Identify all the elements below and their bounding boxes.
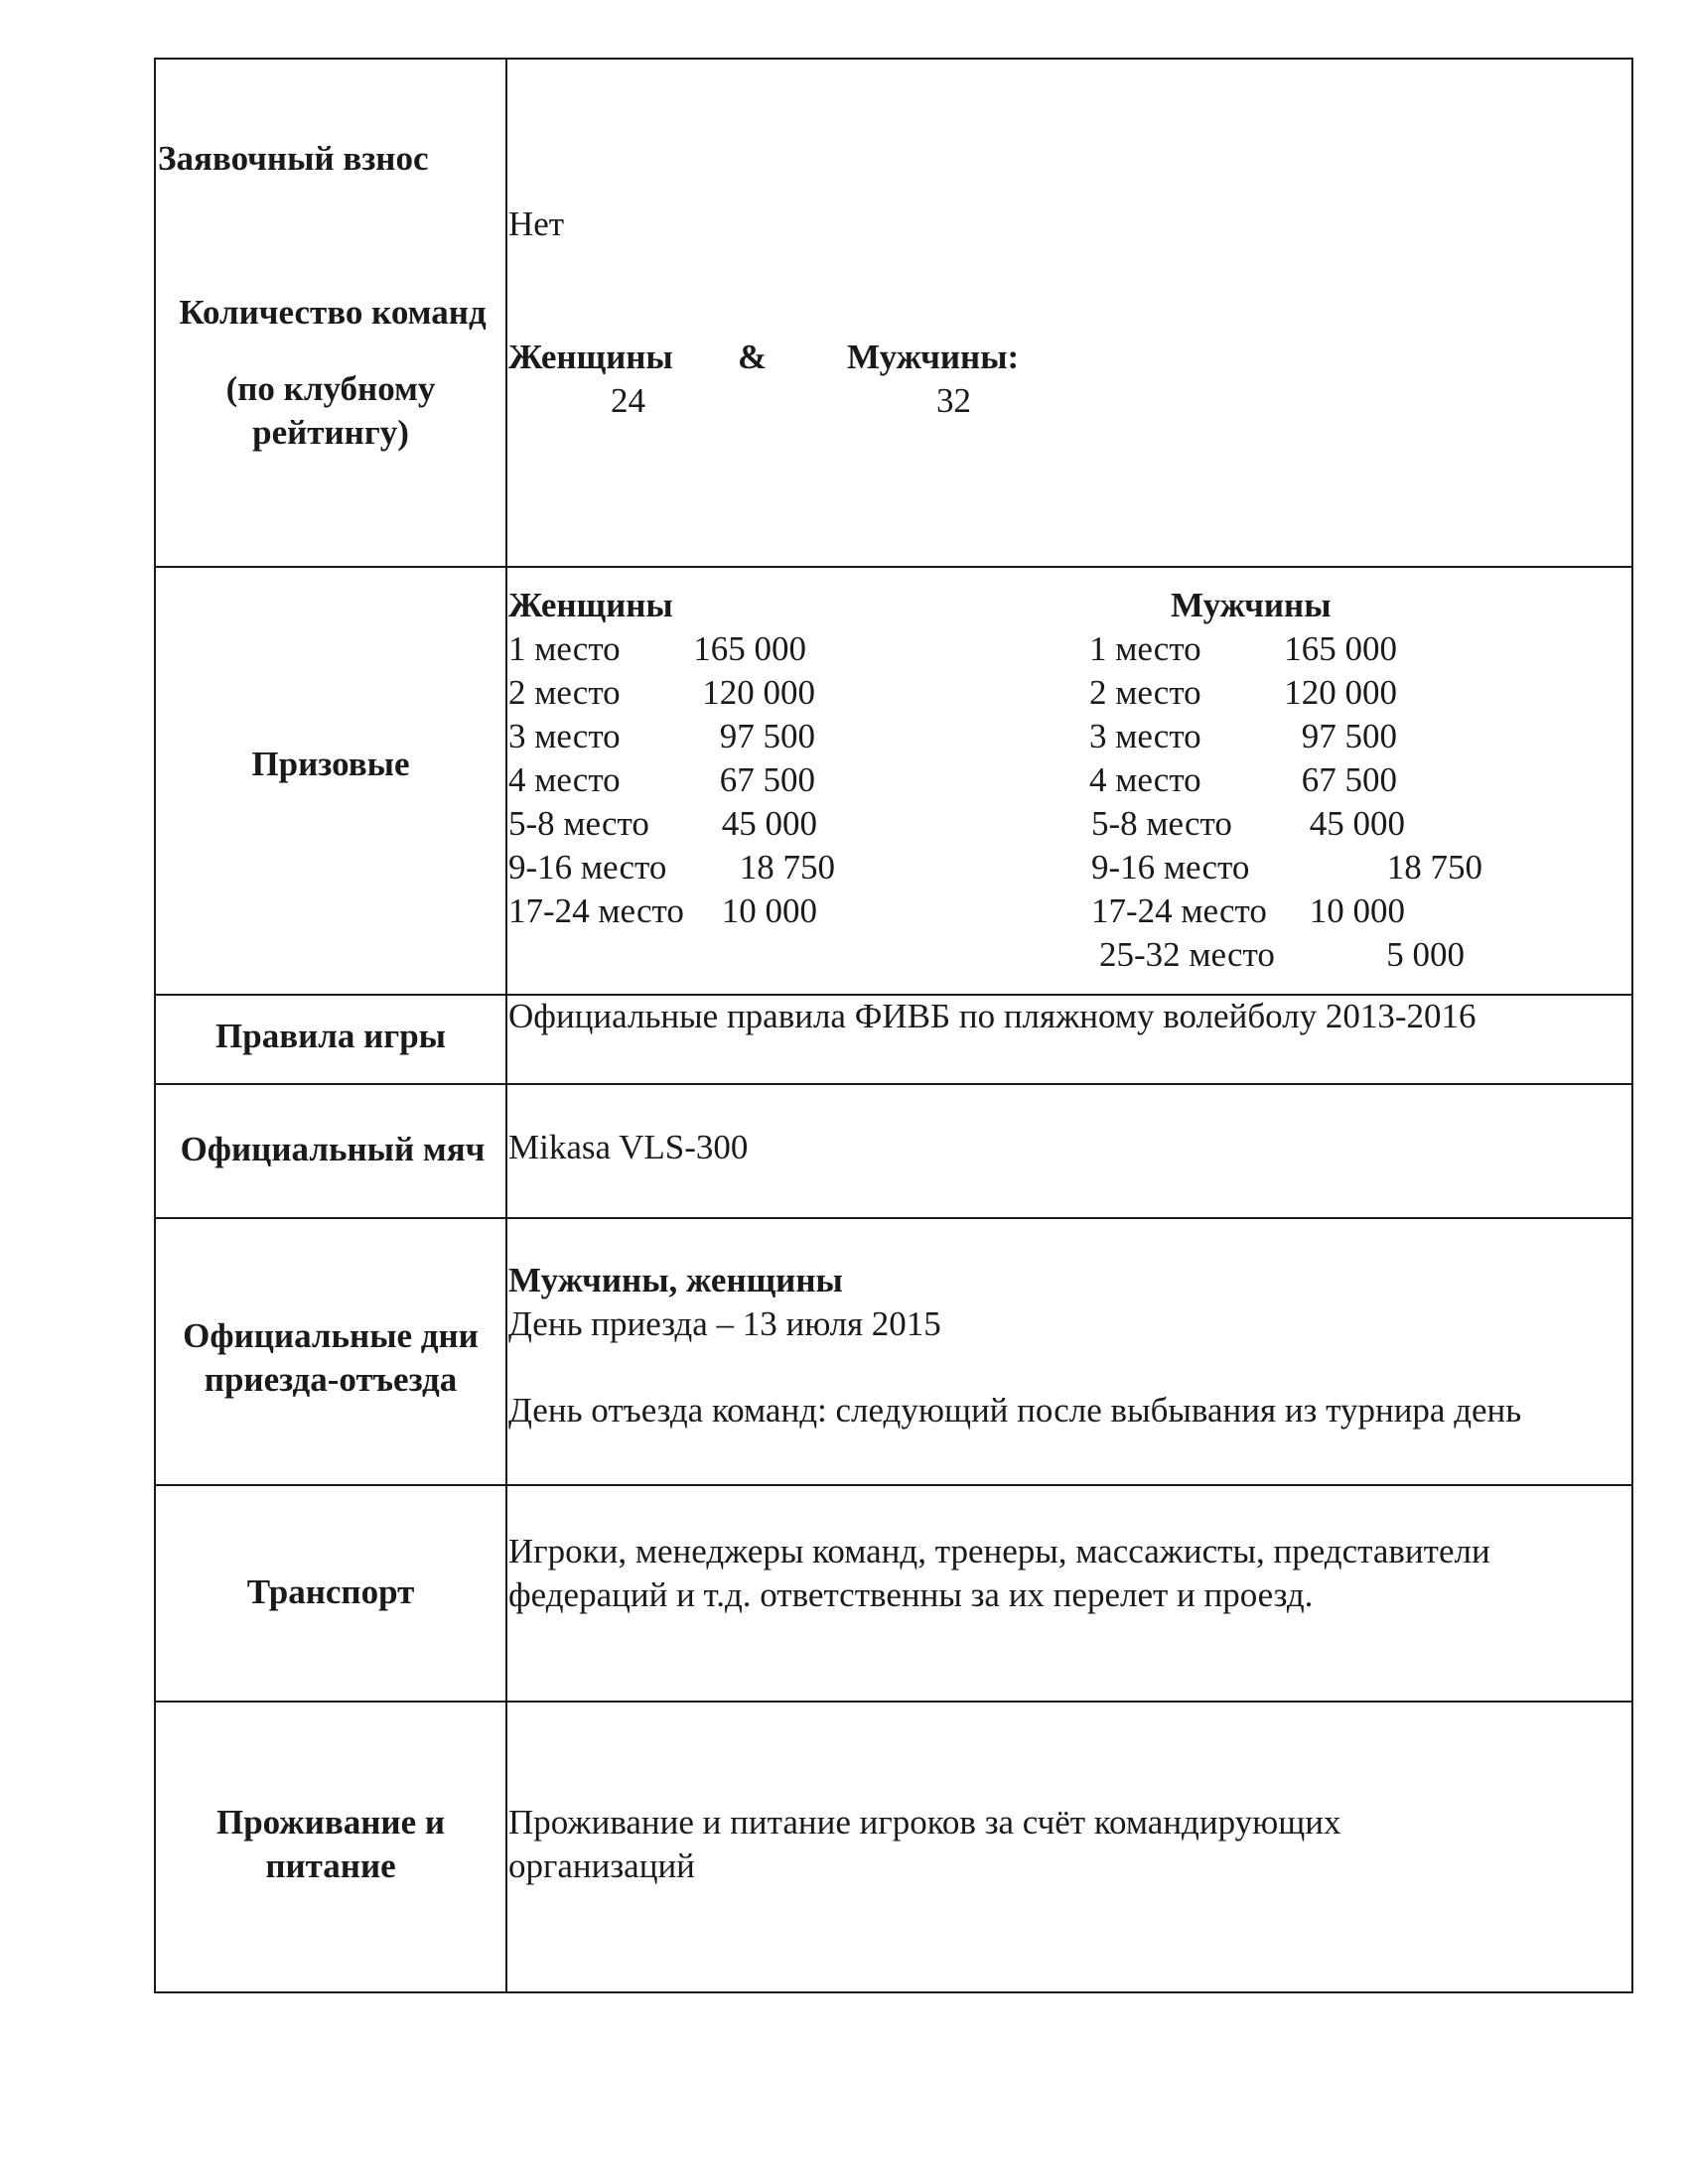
- accommodation-label-line1: Проживание и: [215, 1803, 446, 1842]
- prize-place: 3 место: [1089, 717, 1201, 755]
- prize-amount: 18 750: [1386, 848, 1482, 887]
- prize-place: 3 место: [508, 717, 621, 755]
- prize-amount: 120 000: [702, 673, 815, 712]
- prize-place: 4 место: [508, 760, 621, 799]
- prize-place: 5-8 место: [508, 804, 649, 843]
- prize-amount: 10 000: [1309, 891, 1405, 930]
- prize-place: 5-8 место: [1091, 804, 1232, 843]
- accommodation-line2: организаций: [508, 1846, 695, 1885]
- prize-amount: 5 000: [1386, 935, 1465, 974]
- prize-place: 1 место: [1089, 629, 1201, 668]
- accommodation-label-line2: питание: [265, 1846, 396, 1885]
- ball-label: Официальный мяч: [180, 1130, 486, 1168]
- days-header: Мужчины, женщины: [508, 1261, 843, 1299]
- prize-amount: 97 500: [719, 717, 815, 755]
- prize-amount: 67 500: [719, 760, 815, 799]
- prize-amount: 45 000: [721, 804, 817, 843]
- accommodation-line1: Проживание и питание игроков за счёт командирующих: [508, 1803, 1341, 1842]
- teams-ampersand: &: [738, 338, 768, 376]
- prize-place: 17-24 место: [1091, 891, 1267, 930]
- rules-label: Правила игры: [215, 1017, 446, 1055]
- teams-label-line3: рейтингу): [252, 413, 409, 452]
- transport-line1: Игроки, менеджеры команд, тренеры, массажисты, представители: [508, 1532, 1490, 1570]
- prize-amount: 18 750: [739, 848, 835, 887]
- days-departure: День отъезда команд: следующий после выбывания из турнира день: [508, 1391, 1522, 1430]
- row-divider: [156, 1484, 1631, 1486]
- prize-place: 9-16 место: [508, 848, 667, 887]
- prize-place: 9-16 место: [1091, 848, 1250, 887]
- teams-label-line1: Количество команд: [179, 293, 487, 332]
- row-divider: [156, 1083, 1631, 1085]
- prize-amount: 10 000: [721, 891, 817, 930]
- days-label-line1: Официальные дни: [183, 1316, 479, 1355]
- prize-amount: 120 000: [1284, 673, 1397, 712]
- days-label-line2: приезда-отъезда: [204, 1360, 458, 1399]
- ball-value: Mikasa VLS-300: [508, 1128, 749, 1166]
- prize-place: 2 место: [1089, 673, 1201, 712]
- fee-label: Заявочный взнос: [158, 139, 429, 178]
- fee-value: Нет: [508, 205, 565, 243]
- teams-women-label: Женщины: [508, 338, 673, 376]
- prize-amount: 45 000: [1309, 804, 1405, 843]
- row-divider: [156, 566, 1631, 568]
- days-arrival: День приезда – 13 июля 2015: [508, 1304, 941, 1343]
- prize-place: 4 место: [1089, 760, 1201, 799]
- prizes-women-header: Женщины: [508, 586, 673, 624]
- info-table: [154, 58, 1633, 1993]
- prizes-men-header: Мужчины: [1171, 586, 1332, 624]
- rules-value: Официальные правила ФИВБ по пляжному волейболу 2013-2016: [508, 997, 1477, 1035]
- teams-women-count: 24: [611, 381, 645, 420]
- prize-place: 25-32 место: [1099, 935, 1275, 974]
- prize-amount: 165 000: [1284, 629, 1397, 668]
- transport-label: Транспорт: [246, 1572, 415, 1611]
- prize-amount: 165 000: [693, 629, 806, 668]
- teams-men-count: 32: [936, 381, 971, 420]
- transport-line2: федераций и т.д. ответственны за их перелет и проезд.: [508, 1575, 1314, 1614]
- prize-place: 2 место: [508, 673, 621, 712]
- prize-amount: 97 500: [1301, 717, 1397, 755]
- row-divider: [156, 1701, 1631, 1703]
- teams-men-label: Мужчины:: [847, 338, 1020, 376]
- prize-amount: 67 500: [1301, 760, 1397, 799]
- prizes-label: Призовые: [251, 745, 410, 783]
- prize-place: 17-24 место: [508, 891, 684, 930]
- prize-place: 1 место: [508, 629, 621, 668]
- teams-label-line2: (по клубному: [225, 369, 436, 408]
- row-divider: [156, 1217, 1631, 1219]
